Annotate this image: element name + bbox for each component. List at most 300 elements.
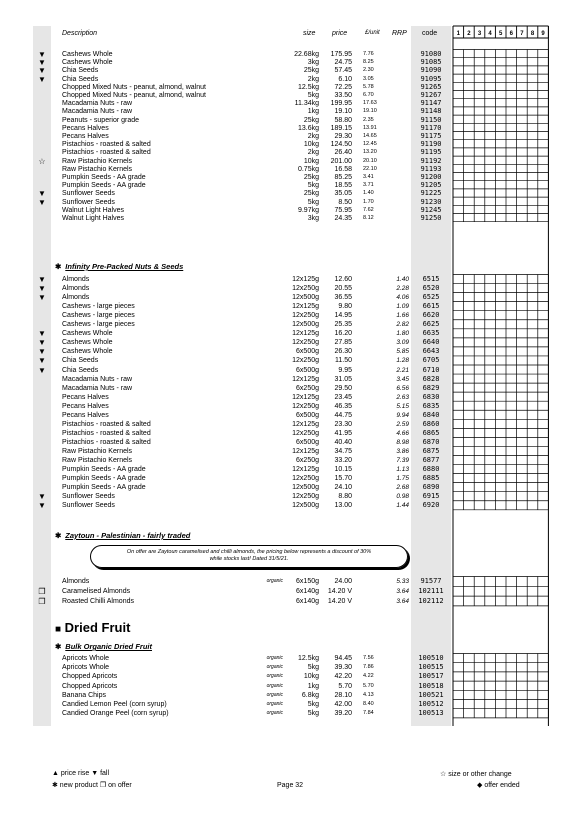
product-code: 102112 <box>418 596 444 605</box>
pack-size: 25kg <box>303 116 319 124</box>
table-row <box>0 311 585 320</box>
product-code: 91090 <box>420 66 442 75</box>
product-code: 6870 <box>422 437 440 446</box>
product-code: 6885 <box>422 474 440 483</box>
pack-size: 12x125g <box>292 466 319 474</box>
product-description: Pecans Halves <box>62 411 109 419</box>
header-description: Description <box>62 30 98 37</box>
rrp: 2.59 <box>396 420 409 428</box>
new-product-icon: ✱ <box>55 642 62 651</box>
organic-label: organic <box>266 710 283 717</box>
unit-price: 7.56 <box>363 655 374 661</box>
price: 34.75 <box>334 447 352 455</box>
pack-size: 2kg <box>307 75 319 83</box>
pack-size: 6x500g <box>296 366 319 374</box>
table-row <box>0 501 585 510</box>
product-code: 91150 <box>420 115 442 124</box>
pack-size: 25kg <box>303 67 319 75</box>
product-code: 102111 <box>418 586 444 595</box>
grid-column-number: 9 <box>541 31 545 37</box>
rrp: 6.56 <box>396 384 409 392</box>
pack-size: 12x250g <box>292 312 319 320</box>
table-row <box>0 411 585 420</box>
product-description: Pecans Halves <box>62 133 109 140</box>
product-description: Chia Seeds <box>62 67 99 75</box>
product-description: Pumpkin Seeds - AA grade <box>62 484 146 492</box>
offer-notice <box>90 545 408 568</box>
rrp: 5.15 <box>396 402 409 410</box>
pack-size: 6.8kg <box>301 691 319 699</box>
grid-column-number: 2 <box>467 31 471 37</box>
unit-price: 7.84 <box>363 710 374 717</box>
product-code: 91205 <box>420 181 442 190</box>
product-code: 6875 <box>422 446 440 455</box>
heading-text: Dried Fruit <box>64 620 131 635</box>
marker-icon: ▼ <box>38 189 46 199</box>
rrp: 3.64 <box>396 597 409 605</box>
product-description: Pumpkin Seeds - AA grade <box>62 182 146 190</box>
product-description: Apricots Whole <box>62 664 110 672</box>
price: 24.75 <box>334 59 352 67</box>
new-product-icon: ✱ <box>55 262 62 271</box>
product-code: 100512 <box>418 700 444 708</box>
grid-column-number: 7 <box>520 31 524 37</box>
product-description: Macadamia Nuts - raw <box>62 384 133 392</box>
rrp: 2.82 <box>396 321 409 329</box>
price: 75.95 <box>334 206 352 214</box>
price: 16.20 <box>334 330 352 338</box>
section-title: Infinity Pre-Packed Nuts & Seeds <box>65 262 184 271</box>
price: 26.40 <box>334 149 352 157</box>
product-description: Apricots Whole <box>62 655 110 662</box>
product-description: Banana Chips <box>62 691 106 699</box>
pack-size: 22.68kg <box>294 51 319 58</box>
pack-size: 25kg <box>303 190 319 198</box>
pack-size: 12x250g <box>292 475 319 483</box>
product-code: 6860 <box>422 419 440 428</box>
product-description: Pumpkin Seeds - AA grade <box>62 466 146 474</box>
price: 189.15 <box>330 124 352 132</box>
pack-size: 6x140g <box>296 597 319 605</box>
product-code: 91267 <box>420 91 442 99</box>
product-code: 91080 <box>420 50 442 58</box>
rrp: 3.45 <box>396 375 409 383</box>
price: 42.20 <box>334 673 352 681</box>
product-description: Chopped Apricots <box>62 682 118 690</box>
section-zaytoun <box>55 531 190 540</box>
price: 72.25 <box>334 83 352 91</box>
marker-icon: ▼ <box>38 66 46 76</box>
table-row <box>0 456 585 465</box>
product-description: Chia Seeds <box>62 357 99 365</box>
pack-size: 12x500g <box>292 294 319 302</box>
table-row <box>0 293 585 302</box>
price: 33.50 <box>334 92 352 99</box>
product-description: Cashews Whole <box>62 339 113 347</box>
product-code: 100515 <box>418 663 444 672</box>
unit-price: 13.20 <box>363 149 377 156</box>
rrp: 1.40 <box>396 276 409 283</box>
product-code: 91192 <box>420 156 442 165</box>
page-number: Page 32 <box>277 782 304 789</box>
product-description: Cashews Whole <box>62 330 113 338</box>
product-description: Pumpkin Seeds - AA grade <box>62 475 146 483</box>
product-code: 6915 <box>422 492 440 501</box>
marker-icon: ▼ <box>38 74 46 84</box>
section-title: Zaytoun - Palestinian - fairly traded <box>65 531 191 540</box>
pack-size: 5kg <box>307 701 319 708</box>
table-row <box>0 356 585 365</box>
table-row <box>0 587 585 596</box>
price: 13.00 <box>334 502 352 510</box>
pack-size: 12x125g <box>292 393 319 401</box>
unit-price: 2.35 <box>363 116 374 123</box>
price: 12.60 <box>334 276 352 283</box>
square-bullet-icon: ■ <box>55 624 62 635</box>
price: 15.70 <box>334 475 352 483</box>
marker-icon: ▼ <box>38 284 46 294</box>
legend-offer-ended: ◆ offer ended <box>477 782 520 789</box>
rrp: 4.06 <box>396 294 409 302</box>
price: 39.20 <box>334 710 352 718</box>
table-row <box>0 691 585 700</box>
unit-price: 12.45 <box>363 141 377 148</box>
table-row <box>0 465 585 474</box>
table-row <box>0 347 585 356</box>
price: 24.35 <box>334 215 352 222</box>
product-code: 6705 <box>422 356 440 365</box>
table-row <box>0 366 585 375</box>
price: 8.50 <box>338 198 352 206</box>
pack-size: 12x125g <box>292 330 319 338</box>
pack-size: 1kg <box>307 108 319 116</box>
unit-price: 8.40 <box>363 701 374 707</box>
rrp: 1.44 <box>396 502 409 510</box>
price: 10.15 <box>334 466 352 474</box>
product-code: 6835 <box>422 401 440 410</box>
pack-size: 25kg <box>303 174 319 181</box>
price: 24.10 <box>334 484 352 492</box>
product-code: 91170 <box>420 123 442 132</box>
product-description: Raw Pistachio Kernels <box>62 447 133 455</box>
table-row <box>0 338 585 347</box>
pack-size: 2kg <box>307 149 319 157</box>
pack-size: 6x250g <box>296 384 319 392</box>
price: 39.30 <box>334 664 352 672</box>
marker-icon: ▼ <box>38 58 46 68</box>
product-description: Pistachios - roasted & salted <box>62 438 151 446</box>
marker-icon: ▼ <box>38 329 46 339</box>
rrp: 2.21 <box>396 366 409 374</box>
product-code: 6525 <box>422 293 440 302</box>
price: 35.05 <box>334 190 352 198</box>
marker-icon: ▼ <box>38 338 46 348</box>
product-code: 100521 <box>418 690 444 699</box>
pack-size: 12x500g <box>292 321 319 329</box>
price: 11.50 <box>335 357 352 365</box>
price: 94.45 <box>334 655 352 662</box>
product-code: 91200 <box>420 173 442 181</box>
pack-size: 1kg <box>307 682 319 690</box>
table-row <box>0 682 585 691</box>
marker-icon: ▼ <box>38 365 46 375</box>
unit-price: 3.71 <box>363 182 374 189</box>
product-code: 6828 <box>422 374 440 383</box>
price: 26.30 <box>334 348 352 356</box>
marker-icon: ▼ <box>38 501 46 511</box>
price: 27.85 <box>334 339 352 347</box>
product-code: 91193 <box>420 164 442 173</box>
product-code: 6840 <box>422 410 440 419</box>
table-row <box>0 492 585 501</box>
pack-size: 12x125g <box>292 303 319 311</box>
rrp: 1.09 <box>396 303 409 311</box>
product-description: Raw Pistachio Kernels <box>62 157 133 165</box>
product-description: Cashews Whole <box>62 59 113 67</box>
pack-size: 12x125g <box>292 447 319 455</box>
price: 31.05 <box>334 375 352 383</box>
rrp: 7.39 <box>396 457 409 464</box>
table-row <box>0 420 585 429</box>
grid-column-number: 5 <box>499 31 503 37</box>
pack-size: 13.6kg <box>297 124 319 132</box>
unit-price: 5.78 <box>363 83 374 90</box>
price: 25.35 <box>334 321 352 329</box>
price: 29.50 <box>334 384 352 392</box>
price: 58.80 <box>334 116 352 124</box>
unit-price: 3.05 <box>363 75 374 82</box>
price: 8.80 <box>338 493 352 501</box>
pack-size: 12x250g <box>292 493 319 501</box>
table-row <box>0 483 585 492</box>
marker-icon: ☆ <box>38 156 46 166</box>
price: 14.20 V <box>327 587 352 595</box>
pack-size: 6x500g <box>296 411 319 419</box>
organic-label: organic <box>266 664 283 671</box>
rrp: 3.86 <box>396 447 409 455</box>
table-row <box>0 577 585 586</box>
unit-price: 8.12 <box>363 215 374 221</box>
pack-size: 12x250g <box>292 339 319 347</box>
grid-column-number: 4 <box>488 31 492 37</box>
marker-icon: ▼ <box>38 50 46 59</box>
header-rrp: RRP <box>392 30 407 37</box>
product-description: Raw Pistachio Kernels <box>62 457 133 464</box>
pack-size: 6x150g <box>296 578 319 585</box>
table-row <box>0 275 585 284</box>
marker-icon: ▼ <box>38 275 46 284</box>
price: 199.95 <box>330 100 352 108</box>
product-description: Almonds <box>62 294 90 302</box>
organic-label: organic <box>266 578 283 584</box>
section-infinity <box>55 262 183 271</box>
product-description: Roasted Chilli Almonds <box>62 597 134 605</box>
product-description: Pecans Halves <box>62 402 109 410</box>
header-code: code <box>422 30 438 37</box>
product-description: Pistachios - roasted & salted <box>62 420 151 428</box>
product-description: Walnut Light Halves <box>62 206 124 214</box>
pack-size: 10kg <box>303 673 319 681</box>
organic-label: organic <box>266 691 283 698</box>
table-row <box>0 384 585 393</box>
table-row <box>0 672 585 681</box>
table-row <box>0 329 585 338</box>
product-code: 6890 <box>422 483 440 492</box>
table-row <box>0 447 585 456</box>
price: 20.55 <box>334 285 352 293</box>
pack-size: 12x125g <box>292 375 319 383</box>
product-description: Walnut Light Halves <box>62 215 124 222</box>
organic-label: organic <box>266 682 283 689</box>
product-description: Pecans Halves <box>62 393 109 401</box>
organic-label: organic <box>266 673 283 680</box>
price: 201.00 <box>330 157 352 165</box>
product-code: 91190 <box>420 140 442 149</box>
product-code: 91225 <box>420 189 442 198</box>
product-code: 100518 <box>418 681 444 690</box>
new-product-icon: ✱ <box>55 531 62 540</box>
unit-price: 8.25 <box>363 59 374 66</box>
pack-size: 12.5kg <box>297 83 319 91</box>
price: 18.55 <box>334 182 352 190</box>
pack-size: 3kg <box>307 215 319 222</box>
product-description: Almonds <box>62 276 90 283</box>
product-code: 6920 <box>422 501 440 510</box>
price: 23.45 <box>334 393 352 401</box>
header-unit: £/unit <box>365 30 380 36</box>
table-row <box>0 438 585 447</box>
table-row <box>0 700 585 709</box>
marker-icon: ▼ <box>38 293 46 303</box>
table-row <box>0 654 585 663</box>
product-description: Caramelised Almonds <box>62 587 131 595</box>
product-code: 91245 <box>420 205 442 214</box>
pack-size: 11.34kg <box>294 100 319 108</box>
pack-size: 3kg <box>307 59 319 67</box>
product-description: Cashews Whole <box>62 51 113 58</box>
pack-size: 5kg <box>307 664 319 672</box>
marker-icon: ❐ <box>38 586 46 596</box>
table-row <box>0 302 585 311</box>
pack-size: 2kg <box>307 133 319 140</box>
rrp: 1.80 <box>396 330 409 338</box>
unit-price: 20.10 <box>363 157 377 164</box>
unit-price: 7.76 <box>363 51 374 57</box>
price: 19.10 <box>334 108 352 116</box>
product-description: Cashews - large pieces <box>62 312 135 320</box>
pack-size: 6x500g <box>296 438 319 446</box>
product-code: 100510 <box>418 654 444 662</box>
price: 9.80 <box>338 303 352 311</box>
grid-column-number: 1 <box>456 31 460 37</box>
price: 57.45 <box>334 67 352 75</box>
table-row <box>0 709 585 718</box>
product-description: Almonds <box>62 578 90 585</box>
product-description: Macadamia Nuts - raw <box>62 108 133 116</box>
product-code: 6520 <box>422 284 440 293</box>
table-row <box>0 597 585 606</box>
rrp: 3.64 <box>396 587 409 595</box>
product-description: Cashews Whole <box>62 348 113 356</box>
price: 23.30 <box>334 420 352 428</box>
organic-label: organic <box>266 701 283 707</box>
rrp: 9.94 <box>396 411 409 419</box>
product-code: 6865 <box>422 428 440 437</box>
section-title: Bulk Organic Dried Fruit <box>65 642 152 651</box>
product-description: Macadamia Nuts - raw <box>62 100 133 108</box>
unit-price: 13.91 <box>363 124 377 131</box>
rrp: 5.85 <box>396 348 409 356</box>
product-description: Chia Seeds <box>62 366 99 374</box>
product-description: Pumpkin Seeds - AA grade <box>62 174 146 181</box>
pack-size: 12x250g <box>292 285 319 293</box>
price: 33.20 <box>334 457 352 464</box>
marker-icon: ❐ <box>38 596 46 606</box>
rrp: 0.98 <box>396 493 409 501</box>
pack-size: 12x500g <box>292 502 319 510</box>
rrp: 8.98 <box>396 438 409 446</box>
product-code: 91195 <box>420 148 442 157</box>
legend-price-change: ▲ price rise ▼ fall <box>52 770 110 777</box>
unit-price: 5.70 <box>363 682 374 689</box>
price: 16.58 <box>334 165 352 173</box>
marker-icon: ▼ <box>38 492 46 502</box>
unit-price: 7.62 <box>363 206 374 213</box>
unit-price: 6.70 <box>363 92 374 98</box>
price: 24.00 <box>334 578 352 585</box>
notice-line-2: while stocks last! Dated 31/5/21. <box>209 556 289 562</box>
pack-size: 12x250g <box>292 402 319 410</box>
product-description: Cashews - large pieces <box>62 321 135 329</box>
product-code: 6830 <box>422 392 440 401</box>
product-code: 6877 <box>422 456 440 464</box>
product-code: 91095 <box>420 74 442 83</box>
marker-icon: ▼ <box>38 347 46 357</box>
product-description: Sunflower Seeds <box>62 190 115 198</box>
legend-size-change: ☆ size or other change <box>440 771 512 778</box>
unit-price: 3.41 <box>363 174 374 180</box>
rrp: 5.33 <box>396 578 409 585</box>
pack-size: 10kg <box>303 141 319 149</box>
pack-size: 5kg <box>307 92 319 99</box>
table-row <box>0 474 585 483</box>
product-description: Candied Orange Peel (corn syrup) <box>62 710 169 718</box>
legend-new-offer: ✱ new product ❐ on offer <box>52 782 132 789</box>
rrp: 1.28 <box>396 357 409 365</box>
header-price: price <box>332 30 348 37</box>
price: 40.40 <box>334 438 352 446</box>
table-row <box>0 429 585 438</box>
table-row <box>0 284 585 293</box>
product-code: 6710 <box>422 365 440 374</box>
pack-size: 12x250g <box>292 429 319 437</box>
price: 14.20 V <box>327 597 352 605</box>
product-description: Candied Lemon Peel (corn syrup) <box>62 701 167 708</box>
price: 14.95 <box>334 312 352 320</box>
price: 42.00 <box>334 701 352 708</box>
product-description: Pecans Halves <box>62 124 109 132</box>
pack-size: 6x140g <box>296 587 319 595</box>
price: 29.30 <box>334 133 352 140</box>
product-description: Cashews - large pieces <box>62 303 135 311</box>
product-code: 91148 <box>420 107 442 116</box>
pack-size: 5kg <box>307 198 319 206</box>
product-code: 6615 <box>422 302 440 311</box>
product-code: 6643 <box>422 347 440 356</box>
rrp: 2.68 <box>396 484 409 492</box>
product-description: Chopped Mixed Nuts - peanut, almond, walnut <box>62 92 206 99</box>
notice-line-1: On offer are Zaytoun caramelised and chilli almonds, the pricing below represents a discount of 30% <box>126 549 372 555</box>
